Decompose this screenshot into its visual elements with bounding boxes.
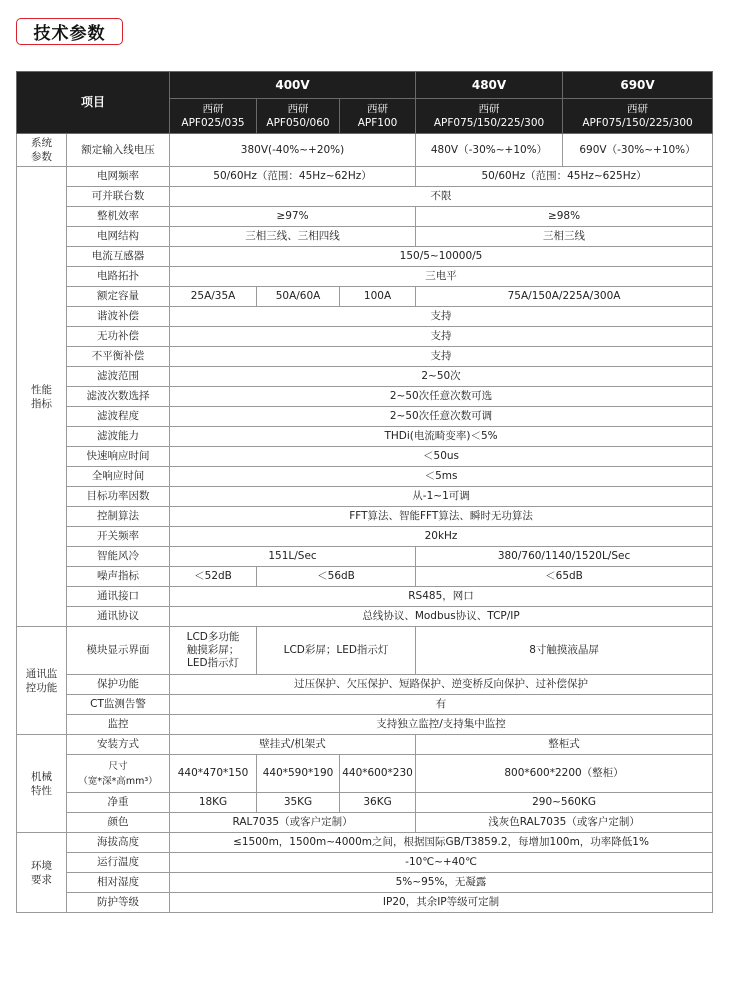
cell-value: 5%~95%，无凝露 <box>170 873 713 893</box>
cell-value: 壁挂式/机架式 <box>170 735 416 755</box>
cell-value: 440*470*150 <box>170 755 257 793</box>
cell-value: 总线协议、Modbus协议、TCP/IP <box>170 607 713 627</box>
row-label: 电流互感器 <box>67 247 170 267</box>
cell-value: LCD多功能 触摸彩屏； LED指示灯 <box>170 627 257 675</box>
spec-table <box>16 71 713 913</box>
cell-value: 三相三线、三相四线 <box>170 227 416 247</box>
cell-value: 支持 <box>170 347 713 367</box>
cell-value: 从-1~1可调 <box>170 487 713 507</box>
row-label: 电路拓扑 <box>67 267 170 287</box>
row-label: 无功补偿 <box>67 327 170 347</box>
row-label: 额定容量 <box>67 287 170 307</box>
cell-value: 支持独立监控/支持集中监控 <box>170 715 713 735</box>
cell-value: LCD彩屏；LED指示灯 <box>257 627 416 675</box>
row-label: 整机效率 <box>67 207 170 227</box>
row-label: 滤波程度 <box>67 407 170 427</box>
cell-value: -10℃~+40℃ <box>170 853 713 873</box>
cell-value: 18KG <box>170 793 257 813</box>
row-label: 滤波次数选择 <box>67 387 170 407</box>
row-label: 运行温度 <box>67 853 170 873</box>
cell-value: THDi(电流畸变率)＜5% <box>170 427 713 447</box>
cell-value: 2~50次任意次数可调 <box>170 407 713 427</box>
cell-value: 380V(-40%~+20%) <box>170 134 416 167</box>
category-env: 环境 要求 <box>17 833 67 913</box>
row-label: 模块显示界面 <box>67 627 170 675</box>
row-label: 通讯接口 <box>67 587 170 607</box>
row-label: 保护功能 <box>67 675 170 695</box>
cell-value: RAL7035（或客户定制） <box>170 813 416 833</box>
row-label: 开关频率 <box>67 527 170 547</box>
cell-value: 浅灰色RAL7035（或客户定制） <box>416 813 713 833</box>
cell-value: 过压保护、欠压保护、短路保护、逆变桥反向保护、过补偿保护 <box>170 675 713 695</box>
header-400v: 400V <box>170 72 416 99</box>
cell-value: 50/60Hz（范围：45Hz~625Hz） <box>416 167 713 187</box>
cell-value: 75A/150A/225A/300A <box>416 287 713 307</box>
cell-value: 36KG <box>340 793 416 813</box>
header-690v: 690V <box>563 72 713 99</box>
cell-value: 100A <box>340 287 416 307</box>
model-5: 西研 APF075/150/225/300 <box>563 99 713 134</box>
row-label: 全响应时间 <box>67 467 170 487</box>
row-label: 颜色 <box>67 813 170 833</box>
row-label: 可并联台数 <box>67 187 170 207</box>
cell-value: 151L/Sec <box>170 547 416 567</box>
cell-value: 25A/35A <box>170 287 257 307</box>
row-label: 海拔高度 <box>67 833 170 853</box>
row-label: 尺寸 （宽*深*高mm³） <box>67 755 170 793</box>
row-label: 相对湿度 <box>67 873 170 893</box>
row-label: 安装方式 <box>67 735 170 755</box>
cell-value: IP20，其余IP等级可定制 <box>170 893 713 913</box>
cell-value: 不限 <box>170 187 713 207</box>
cell-value: FFT算法、智能FFT算法、瞬时无功算法 <box>170 507 713 527</box>
cell-value: 290~560KG <box>416 793 713 813</box>
cell-value: 480V（-30%~+10%） <box>416 134 563 167</box>
row-label: 监控 <box>67 715 170 735</box>
category-system: 系统 参数 <box>17 134 67 167</box>
row-label: 快速响应时间 <box>67 447 170 467</box>
cell-value: 440*600*230 <box>340 755 416 793</box>
row-label: 通讯协议 <box>67 607 170 627</box>
cell-value: ＜65dB <box>416 567 713 587</box>
model-2: 西研 APF050/060 <box>257 99 340 134</box>
cell-value: RS485，网口 <box>170 587 713 607</box>
cell-value: 800*600*2200（整柜） <box>416 755 713 793</box>
cell-value: 2~50次 <box>170 367 713 387</box>
cell-value: 150/5~10000/5 <box>170 247 713 267</box>
cell-value: 35KG <box>257 793 340 813</box>
cell-value: 380/760/1140/1520L/Sec <box>416 547 713 567</box>
row-label: 控制算法 <box>67 507 170 527</box>
cell-value: 440*590*190 <box>257 755 340 793</box>
cell-value: 50A/60A <box>257 287 340 307</box>
cell-value: ＜52dB <box>170 567 257 587</box>
row-label: 目标功率因数 <box>67 487 170 507</box>
cell-value: ≤1500m，1500m~4000m之间，根据国际GB/T3859.2，每增加100m，功率降低1% <box>170 833 713 853</box>
cell-value: ＜5ms <box>170 467 713 487</box>
cell-value: 三相三线 <box>416 227 713 247</box>
row-label: 噪声指标 <box>67 567 170 587</box>
cell-value: 690V（-30%~+10%） <box>563 134 713 167</box>
row-label: 不平衡补偿 <box>67 347 170 367</box>
cell-value: 2~50次任意次数可选 <box>170 387 713 407</box>
row-label: 电网结构 <box>67 227 170 247</box>
cell-value: ≥98% <box>416 207 713 227</box>
section-title: 技术参数 <box>16 18 123 45</box>
row-label: 电网频率 <box>67 167 170 187</box>
row-label: 谐波补偿 <box>67 307 170 327</box>
cell-value: 整柜式 <box>416 735 713 755</box>
row-label: CT监测告警 <box>67 695 170 715</box>
cell-value: ≥97% <box>170 207 416 227</box>
model-4: 西研 APF075/150/225/300 <box>416 99 563 134</box>
row-label: 滤波能力 <box>67 427 170 447</box>
cell-value: 20kHz <box>170 527 713 547</box>
cell-value: 三电平 <box>170 267 713 287</box>
header-480v: 480V <box>416 72 563 99</box>
cell-value: 支持 <box>170 307 713 327</box>
cell-value: 有 <box>170 695 713 715</box>
cell-value: 支持 <box>170 327 713 347</box>
cell-value: ＜56dB <box>257 567 416 587</box>
cell-value: 50/60Hz（范围：45Hz~62Hz） <box>170 167 416 187</box>
row-label: 防护等级 <box>67 893 170 913</box>
header-item: 项目 <box>17 72 170 134</box>
row-label: 滤波范围 <box>67 367 170 387</box>
model-1: 西研 APF025/035 <box>170 99 257 134</box>
model-3: 西研 APF100 <box>340 99 416 134</box>
category-performance: 性能 指标 <box>17 167 67 627</box>
cell-value: 8寸触摸液晶屏 <box>416 627 713 675</box>
category-mech: 机械 特性 <box>17 735 67 833</box>
row-label: 智能风冷 <box>67 547 170 567</box>
row-label: 净重 <box>67 793 170 813</box>
row-label: 额定输入线电压 <box>67 134 170 167</box>
cell-value: ＜50us <box>170 447 713 467</box>
category-comm: 通讯监 控功能 <box>17 627 67 735</box>
